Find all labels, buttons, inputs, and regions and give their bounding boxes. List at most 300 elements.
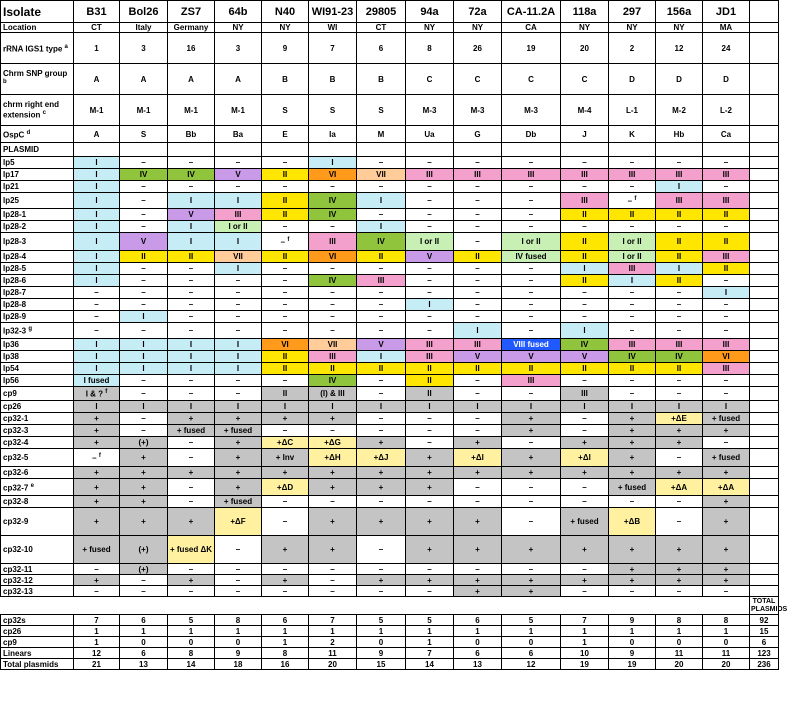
spacer-cell	[656, 597, 703, 615]
table-cell: –	[309, 323, 357, 339]
table-cell: II	[656, 363, 703, 375]
table-cell: IV	[309, 209, 357, 221]
table-cell: II	[454, 251, 502, 263]
table-cell: II	[262, 387, 309, 401]
table-cell: –	[168, 387, 215, 401]
header-b31: B31	[74, 1, 120, 23]
blank-cell	[750, 23, 779, 33]
table-cell: –	[406, 496, 454, 508]
table-cell: + fused	[74, 536, 120, 564]
table-cell: +	[454, 467, 502, 479]
table-cell: +ΔA	[656, 479, 703, 496]
table-cell: I or II	[609, 251, 656, 263]
table-cell: –	[609, 586, 656, 597]
table-cell: A	[215, 64, 262, 95]
table-cell: –	[74, 323, 120, 339]
table-cell: –	[262, 375, 309, 387]
table-cell: –	[168, 263, 215, 275]
table-cell: I	[168, 363, 215, 375]
table-cell: D	[609, 64, 656, 95]
table-cell: –	[262, 299, 309, 311]
table-cell: –	[502, 263, 561, 275]
row-label: cp9	[1, 637, 74, 648]
table-cell: –	[309, 496, 357, 508]
table-cell: IV fused	[502, 251, 561, 263]
row-label: lp38	[1, 351, 74, 363]
table-cell: III	[309, 351, 357, 363]
table-cell: II	[406, 375, 454, 387]
table-cell: +	[120, 479, 168, 496]
table-cell: I	[120, 351, 168, 363]
table-cell: –	[309, 586, 357, 597]
table-cell: (+)	[120, 437, 168, 449]
table-cell: 15	[357, 659, 406, 670]
table-cell: 1	[561, 637, 609, 648]
total-cell: 236	[750, 659, 779, 670]
table-cell: +	[502, 425, 561, 437]
table-cell: 8	[262, 648, 309, 659]
blank-cell	[750, 181, 779, 193]
blank-cell	[750, 263, 779, 275]
table-cell: VI	[309, 169, 357, 181]
table-cell: –	[309, 311, 357, 323]
blank-cell	[750, 536, 779, 564]
header-jd1: JD1	[703, 1, 750, 23]
table-cell: –	[561, 375, 609, 387]
table-cell: –	[262, 181, 309, 193]
table-cell: 7	[561, 615, 609, 626]
table-cell: III	[561, 169, 609, 181]
table-cell: V	[406, 251, 454, 263]
table-cell: II	[262, 169, 309, 181]
table-cell: –	[309, 221, 357, 233]
row-label: lp28-5	[1, 263, 74, 275]
table-cell: –	[215, 323, 262, 339]
table-cell: 0	[502, 637, 561, 648]
table-cell: –	[262, 564, 309, 575]
table-cell: I	[74, 169, 120, 181]
table-cell: CT	[357, 23, 406, 33]
header-297: 297	[609, 1, 656, 23]
row-label: lp28-1	[1, 209, 74, 221]
table-cell: –	[454, 193, 502, 209]
table-cell: –	[309, 287, 357, 299]
blank-cell	[750, 363, 779, 375]
table-cell: –	[262, 508, 309, 536]
table-cell: III	[656, 193, 703, 209]
table-cell: I	[309, 401, 357, 413]
table-cell: – $^f$	[609, 193, 656, 209]
table-cell: –	[120, 299, 168, 311]
table-row	[1, 437, 779, 449]
table-cell: – $^f$	[262, 233, 309, 251]
header-wi91-23: WI91-23	[309, 1, 357, 23]
table-cell: –	[656, 449, 703, 467]
table-cell: –	[502, 299, 561, 311]
table-cell: –	[406, 209, 454, 221]
table-cell: –	[703, 437, 750, 449]
table-cell: –	[656, 496, 703, 508]
table-cell: V	[168, 209, 215, 221]
table-cell: –	[215, 299, 262, 311]
table-cell: –	[262, 425, 309, 437]
table-cell: I	[406, 299, 454, 311]
table-cell: –	[703, 387, 750, 401]
table-cell: III	[609, 169, 656, 181]
table-cell: NY	[609, 23, 656, 33]
table-cell: III	[609, 339, 656, 351]
table-row	[1, 23, 779, 33]
table-cell: –	[406, 181, 454, 193]
table-cell: –	[609, 157, 656, 169]
table-row	[1, 95, 779, 126]
row-label: lp25	[1, 193, 74, 209]
table-cell: –	[406, 275, 454, 287]
table-row	[1, 275, 779, 287]
table-cell: –	[215, 536, 262, 564]
row-label: cp32-5	[1, 449, 74, 467]
table-cell: +	[215, 437, 262, 449]
table-cell: –	[309, 425, 357, 437]
table-cell: –	[502, 479, 561, 496]
table-row	[1, 586, 779, 597]
table-cell: –	[357, 496, 406, 508]
table-cell: 9	[609, 648, 656, 659]
table-cell: A	[120, 64, 168, 95]
table-cell: –	[502, 209, 561, 221]
table-cell: –	[502, 564, 561, 575]
table-cell: –	[502, 508, 561, 536]
table-cell: I	[74, 363, 120, 375]
table-cell: +	[502, 575, 561, 586]
table-cell: –	[406, 564, 454, 575]
table-cell: –	[656, 323, 703, 339]
table-cell: CA	[502, 23, 561, 33]
table-cell	[406, 143, 454, 157]
table-row	[1, 143, 779, 157]
table-cell: –	[215, 181, 262, 193]
table-cell: –	[561, 221, 609, 233]
table-cell: 16	[168, 33, 215, 64]
blank-cell	[750, 564, 779, 575]
table-cell: –	[609, 287, 656, 299]
blank-cell	[750, 437, 779, 449]
table-cell: 9	[262, 33, 309, 64]
table-cell: +	[703, 575, 750, 586]
row-label: cp32-3	[1, 425, 74, 437]
table-cell: –	[502, 323, 561, 339]
table-cell: –	[454, 263, 502, 275]
table-cell: +	[406, 536, 454, 564]
table-cell: –	[406, 413, 454, 425]
table-cell: (+)	[120, 536, 168, 564]
table-cell: + Inv	[262, 449, 309, 467]
table-cell	[703, 143, 750, 157]
table-cell: –	[703, 299, 750, 311]
spacer-row	[1, 597, 779, 615]
table-cell: II	[406, 387, 454, 401]
table-cell: –	[502, 275, 561, 287]
table-cell: J	[561, 126, 609, 143]
table-cell: +	[357, 467, 406, 479]
table-cell: I fused	[74, 375, 120, 387]
table-cell: –	[609, 299, 656, 311]
spacer-cell	[120, 597, 168, 615]
table-cell: +	[74, 508, 120, 536]
table-cell: III	[561, 193, 609, 209]
table-cell: III	[703, 363, 750, 375]
table-cell	[656, 143, 703, 157]
table-cell: –	[215, 387, 262, 401]
table-cell: 1	[120, 626, 168, 637]
table-cell: C	[502, 64, 561, 95]
table-cell: I	[454, 401, 502, 413]
table-cell: E	[262, 126, 309, 143]
table-cell: +	[406, 467, 454, 479]
row-label: lp28-8	[1, 299, 74, 311]
table-cell: –	[215, 575, 262, 586]
table-cell: –	[357, 157, 406, 169]
table-cell: –	[120, 323, 168, 339]
row-label: lp28-2	[1, 221, 74, 233]
table-cell: 11	[703, 648, 750, 659]
table-cell: II	[703, 233, 750, 251]
table-cell: –	[120, 181, 168, 193]
table-cell: +	[656, 425, 703, 437]
table-cell: +	[120, 496, 168, 508]
table-cell: +ΔH	[309, 449, 357, 467]
table-cell: 7	[309, 33, 357, 64]
table-cell: +	[703, 467, 750, 479]
table-cell: –	[262, 263, 309, 275]
table-cell: –	[502, 287, 561, 299]
row-label: cp32-6	[1, 467, 74, 479]
table-cell: –	[454, 287, 502, 299]
table-cell: I	[406, 401, 454, 413]
table-cell: +	[168, 413, 215, 425]
table-cell: IV	[656, 351, 703, 363]
table-cell: 8	[168, 648, 215, 659]
table-cell: +	[215, 467, 262, 479]
table-cell: II	[656, 275, 703, 287]
spacer-cell	[454, 597, 502, 615]
table-cell: –	[656, 221, 703, 233]
table-cell: +	[609, 575, 656, 586]
table-cell: –	[561, 564, 609, 575]
table-cell: 1	[262, 626, 309, 637]
blank-cell	[750, 586, 779, 597]
table-cell: +ΔF	[215, 508, 262, 536]
table-cell: –	[502, 181, 561, 193]
table-cell: –	[703, 375, 750, 387]
table-cell: Hb	[656, 126, 703, 143]
table-cell: + fused	[703, 413, 750, 425]
table-row	[1, 126, 779, 143]
spacer-cell	[1, 597, 74, 615]
table-cell: Germany	[168, 23, 215, 33]
table-cell: +	[309, 508, 357, 536]
header-156a: 156a	[656, 1, 703, 23]
table-cell: C	[454, 64, 502, 95]
table-cell: +ΔI	[454, 449, 502, 467]
table-cell: IV	[561, 339, 609, 351]
table-cell: +	[502, 449, 561, 467]
table-cell: I	[120, 363, 168, 375]
table-cell: 1	[703, 626, 750, 637]
table-cell: +	[656, 564, 703, 575]
table-row	[1, 251, 779, 263]
table-cell: +	[309, 413, 357, 425]
table-cell: +	[454, 437, 502, 449]
header-ca-11.2a: CA-11.2A	[502, 1, 561, 23]
table-row	[1, 311, 779, 323]
table-cell: 0	[120, 637, 168, 648]
header-row	[1, 1, 779, 23]
table-cell: +	[609, 449, 656, 467]
table-cell: 2	[609, 33, 656, 64]
table-cell: III	[703, 251, 750, 263]
table-cell: +	[703, 496, 750, 508]
table-cell: 0	[609, 637, 656, 648]
table-cell: I & ? $^f$	[74, 387, 120, 401]
table-cell: III	[406, 351, 454, 363]
table-cell: Ia	[309, 126, 357, 143]
table-cell: I	[703, 401, 750, 413]
row-label: cp32-13	[1, 586, 74, 597]
table-cell: –	[309, 299, 357, 311]
table-cell: –	[357, 299, 406, 311]
table-cell: III	[703, 193, 750, 209]
table-cell: II	[168, 251, 215, 263]
table-cell: 5	[406, 615, 454, 626]
table-cell: II	[561, 209, 609, 221]
totals-row	[1, 626, 779, 637]
table-cell: 21	[74, 659, 120, 670]
table-cell: –	[609, 387, 656, 401]
table-row	[1, 351, 779, 363]
table-cell: 8	[406, 33, 454, 64]
table-cell: III	[656, 339, 703, 351]
table-cell: +	[609, 413, 656, 425]
table-cell: I	[357, 221, 406, 233]
table-cell: I	[74, 401, 120, 413]
table-cell: –	[454, 387, 502, 401]
table-cell: 20	[703, 659, 750, 670]
row-label: lp56	[1, 375, 74, 387]
table-cell: Italy	[120, 23, 168, 33]
header-64b: 64b	[215, 1, 262, 23]
table-cell: M-1	[120, 95, 168, 126]
blank-cell	[750, 311, 779, 323]
table-row	[1, 169, 779, 181]
table-cell: –	[168, 496, 215, 508]
table-cell: +	[406, 508, 454, 536]
table-cell: –	[215, 564, 262, 575]
table-cell: +	[357, 575, 406, 586]
table-cell: I	[74, 233, 120, 251]
table-cell: 6	[454, 648, 502, 659]
row-label: Total plasmids	[1, 659, 74, 670]
table-cell: 0	[656, 637, 703, 648]
table-row	[1, 287, 779, 299]
table-cell: –	[262, 287, 309, 299]
table-cell: D	[703, 64, 750, 95]
table-cell: IV	[120, 169, 168, 181]
table-cell: I	[74, 157, 120, 169]
spacer-cell	[309, 597, 357, 615]
table-cell: Ba	[215, 126, 262, 143]
table-cell: 1	[406, 637, 454, 648]
table-cell: VII	[357, 169, 406, 181]
blank-cell	[750, 287, 779, 299]
table-cell: +	[703, 564, 750, 575]
table-cell: 9	[357, 648, 406, 659]
table-cell: –	[561, 496, 609, 508]
table-cell: –	[454, 413, 502, 425]
table-cell: Ua	[406, 126, 454, 143]
row-label: cp32-8	[1, 496, 74, 508]
header-isolate: Isolate	[1, 1, 74, 23]
table-cell: +	[357, 479, 406, 496]
table-cell: –	[120, 287, 168, 299]
table-row	[1, 467, 779, 479]
table-cell: +	[168, 575, 215, 586]
blank-cell	[750, 193, 779, 209]
table-cell: – $^f$	[74, 449, 120, 467]
table-cell: –	[656, 375, 703, 387]
table-cell: –	[406, 323, 454, 339]
table-cell: II	[406, 363, 454, 375]
table-cell: 6	[262, 615, 309, 626]
table-cell: II	[561, 363, 609, 375]
table-cell: –	[357, 287, 406, 299]
table-row	[1, 193, 779, 209]
table-cell: –	[357, 536, 406, 564]
table-cell: –	[262, 221, 309, 233]
table-cell: VII	[309, 339, 357, 351]
table-cell: –	[406, 157, 454, 169]
table-cell: +	[120, 467, 168, 479]
table-cell: 11	[656, 648, 703, 659]
table-cell: 1	[357, 626, 406, 637]
table-cell: 10	[561, 648, 609, 659]
table-cell: 19	[502, 33, 561, 64]
table-cell: 12	[656, 33, 703, 64]
table-cell: V	[120, 233, 168, 251]
table-cell: I	[74, 275, 120, 287]
spacer-cell	[357, 597, 406, 615]
table-row	[1, 564, 779, 575]
table-cell: +	[502, 467, 561, 479]
table-cell: –	[168, 181, 215, 193]
table-cell: –	[454, 181, 502, 193]
table-cell: II	[262, 193, 309, 209]
table-cell: M-3	[502, 95, 561, 126]
table-cell: –	[215, 586, 262, 597]
table-cell: –	[406, 425, 454, 437]
table-cell: –	[609, 496, 656, 508]
table-cell: M	[357, 126, 406, 143]
table-cell: III	[357, 275, 406, 287]
table-cell: C	[406, 64, 454, 95]
table-row	[1, 363, 779, 375]
blank-cell	[750, 221, 779, 233]
table-cell: VIII fused	[502, 339, 561, 351]
table-cell: –	[168, 564, 215, 575]
table-cell: S	[262, 95, 309, 126]
table-cell: +ΔG	[309, 437, 357, 449]
table-cell: III	[502, 375, 561, 387]
